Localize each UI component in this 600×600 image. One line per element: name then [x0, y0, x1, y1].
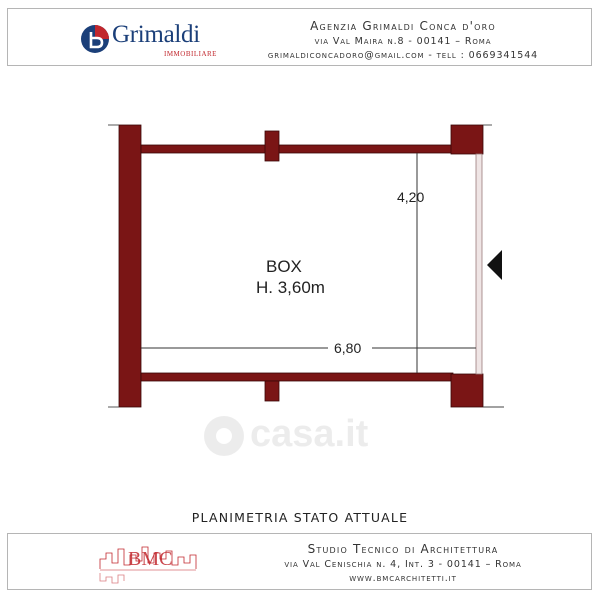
wall-left-column — [119, 125, 141, 407]
dimension-vertical: 4,20 — [397, 189, 425, 205]
logo-name: Grimaldi — [112, 21, 200, 48]
watermark — [196, 408, 406, 468]
pier-bottom — [265, 381, 279, 401]
agency-name: Agenzia Grimaldi Conca d'oro — [310, 19, 496, 33]
watermark-logo-icon — [202, 414, 246, 458]
garage-door — [476, 154, 482, 374]
agency-address: via Val Maira n.8 - 00141 – Roma — [314, 36, 492, 47]
footer-banner — [7, 533, 592, 590]
room-height: H. 3,60m — [256, 278, 325, 297]
bmc-logo-text: BMC — [128, 548, 173, 570]
agency-contact: grimaldiconcadoro@gmail.com - tell : 0669341544 — [267, 50, 539, 61]
dimension-lines — [141, 153, 476, 373]
studio-info — [228, 542, 578, 584]
entrance-arrow-icon — [487, 250, 502, 280]
block-top-right — [451, 125, 483, 154]
room-name: BOX — [266, 257, 302, 276]
watermark-text: casa.it — [250, 413, 369, 455]
plan-caption: PLANIMETRIA STATO ATTUALE — [191, 510, 409, 525]
block-bottom-right — [451, 374, 483, 407]
wall-bottom — [141, 373, 453, 381]
pier-top — [265, 131, 279, 161]
studio-name: Studio Tecnico di Architettura — [307, 542, 499, 556]
studio-address: via Val Cenischia n. 4, Int. 3 - 00141 – Roma — [284, 559, 522, 570]
dimension-horizontal: 6,80 — [334, 340, 362, 356]
studio-website: www.bmcarchitetti.it — [349, 573, 457, 584]
logo-subtitle: IMMOBILIARE — [164, 50, 217, 58]
wall-top — [141, 145, 453, 153]
extension-lines — [108, 125, 504, 407]
bmc-logo — [96, 539, 206, 585]
